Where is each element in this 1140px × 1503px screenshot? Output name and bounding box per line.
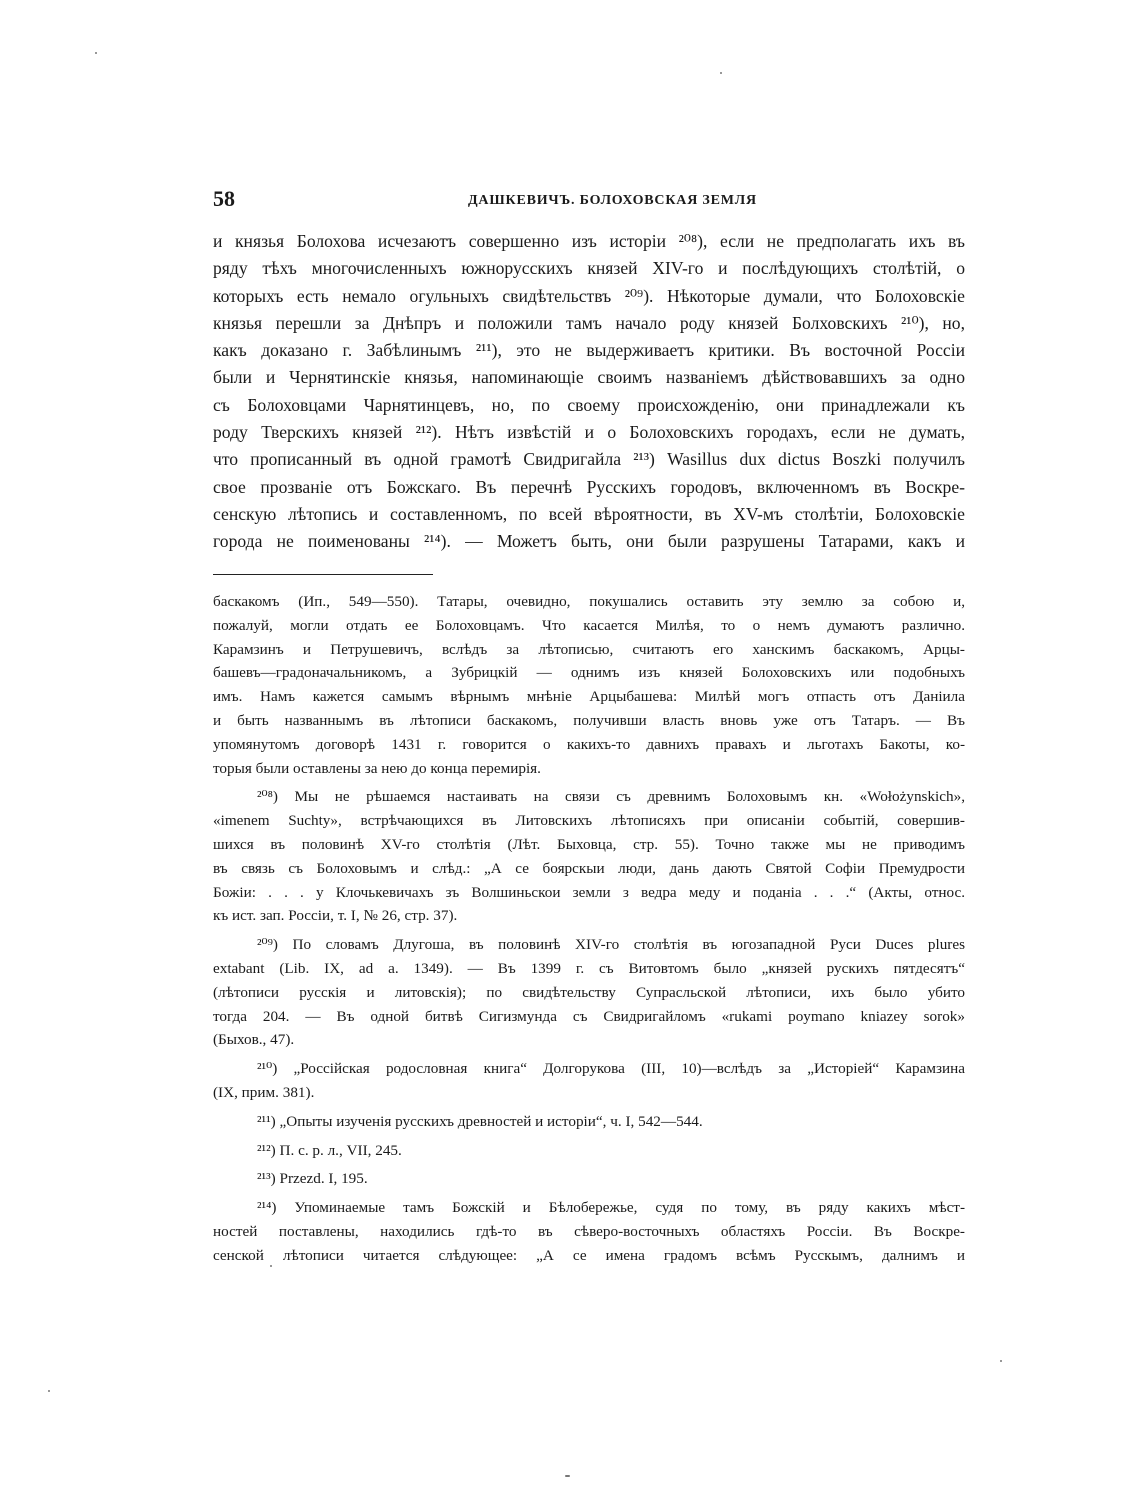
footnote-214	[213, 1196, 965, 1267]
footnote-line: баскакомъ (Ип., 549—550). Татары, очевидно, покушались оставить эту землю за собою и,	[213, 593, 965, 610]
scan-speck	[270, 1265, 272, 1267]
footnote-line: ²¹³) Przezd. I, 195.	[257, 1170, 368, 1188]
footnote-line: тогда 204. — Въ одной битвѣ Сигизмунда съ Свидригайломъ «rukami poymano kniazey sorok»	[213, 1007, 965, 1025]
footnote-line: Карамзинъ и Петрушевичъ, вслѣдъ за лѣтописью, считаютъ его ханскимъ баскакомъ, Арцы-	[213, 640, 965, 658]
footnote-line: ²¹¹) „Опыты изученія русскихъ древностей и исторіи“, ч. I, 542—544.	[257, 1112, 703, 1130]
footnote-line: имъ. Намъ кажется самымъ вѣрнымъ мнѣніе Арцыбашева: Милѣй могъ отпасть отъ Даніила	[213, 688, 965, 706]
footnote-continuation	[213, 590, 965, 780]
main-text-paragraph	[213, 228, 965, 556]
main-text-line: что прописанный въ одной грамотѣ Свидригайла ²¹³) Wasillus dux dictus Boszki получилъ	[213, 449, 965, 470]
footnote-line: башевъ—градоначальникомъ, а Зубрицкій — однимъ изъ князей Болоховскихъ или подобныхъ	[213, 664, 965, 682]
footnote-line: ²¹²) П. с. р. л., VII, 245.	[257, 1141, 402, 1159]
footnote-line: extabant (Lib. IX, ad a. 1349). — Въ 1399 г. съ Витовтомъ было „князей рускихъ пятдесятъ“	[213, 959, 965, 977]
main-text-line: какъ доказано г. Забѣлинымъ ²¹¹), это не выдерживаетъ критики. Въ восточной Россіи	[213, 340, 965, 361]
footnote-line: ²¹⁴) Упоминаемые тамъ Божскій и Бѣлобережье, судя по тому, въ ряду какихъ мѣст-	[257, 1199, 965, 1217]
footnote-line: «imenem Suchty», встрѣчающихся въ Литовскихъ лѣтописяхъ при описаніи событій, совершив-	[213, 812, 965, 830]
footnote-213	[213, 1167, 965, 1191]
main-text-line: князья перешли за Днѣпръ и положили тамъ начало роду князей Болховскихъ ²¹⁰), но,	[213, 312, 965, 333]
footnote-line: ²¹⁰) „Россійская родословная книга“ Долгорукова (III, 10)—вслѣдъ за „Исторіей“ Карамзина	[257, 1060, 965, 1078]
footnote-line: (Быхов., 47).	[213, 1031, 295, 1049]
footnote-separator-rule	[213, 574, 433, 575]
scan-speck	[565, 1475, 570, 1477]
footnote-209	[213, 933, 965, 1052]
footnote-212	[213, 1139, 965, 1163]
main-text-line: роду Тверскихъ князей ²¹²). Нѣтъ извѣстій и о Болоховскихъ городахъ, если не думать,	[213, 422, 965, 443]
main-text-line: сенскую лѣтопись и составленномъ, по всей вѣроятности, въ XV-мъ столѣтіи, Болоховскіе	[213, 503, 965, 524]
footnote-line: торыя были оставлены за нею до конца перемирія.	[213, 759, 541, 777]
footnote-line: (лѣтописи русскія и литовскія); по свидѣтельству Супрасльской лѣтописи, ихъ было убито	[213, 983, 965, 1001]
main-text-line: были и Чернятинскіе князья, напоминающіе своимъ названіемъ дѣйствовавшихъ за одно	[213, 367, 965, 388]
scan-speck	[48, 1390, 50, 1392]
footnote-line: пожалуй, могли отдать ее Болоховцамъ. Что касается Милѣя, то о немъ думаютъ различно.	[213, 616, 965, 634]
main-text-line: свое прозваніе отъ Божскаго. Въ перечнѣ Русскихъ городовъ, включенномъ въ Воскре-	[213, 476, 965, 497]
scan-speck	[95, 52, 97, 54]
footnote-line: сенской лѣтописи читается слѣдующее: „А се имена градомъ всѣмъ Русскымъ, далнимъ и	[213, 1246, 965, 1264]
running-head	[213, 186, 965, 216]
footnote-line: ²⁰⁹) По словамъ Длугоша, въ половинѣ XIV-го столѣтія въ югозападной Руси Duces plures	[257, 936, 965, 954]
footnote-line: упомянутомъ договорѣ 1431 г. говорится о какихъ-то давнихъ правахъ и льготахъ Бакоты, ко-	[213, 735, 965, 753]
main-text-line: которыхъ есть немало огульныхъ свидѣтельствъ ²⁰⁹). Нѣкоторые думали, что Болоховскіе	[213, 285, 965, 306]
main-text-line: съ Болоховцами Чарнятинцевъ, но, по своему происхожденію, они принадлежали къ	[213, 394, 965, 415]
main-text-line: города не поименованы ²¹⁴). — Можетъ быть, они были разрушены Татарами, какъ и	[213, 531, 965, 552]
footnote-line: въ связь съ Болоховымъ и слѣд.: „А се боярскыи люди, дань дають Святой Софіи Премудрости	[213, 859, 965, 877]
footnote-208	[213, 785, 965, 928]
scan-speck	[720, 72, 722, 74]
footnote-line: шихся въ половинѣ XV-го столѣтія (Лѣт. Быховца, стр. 55). Точно также мы не приводимъ	[213, 835, 965, 853]
scan-speck	[1000, 1360, 1002, 1362]
footnote-line: къ ист. зап. Россіи, т. I, № 26, стр. 37).	[213, 907, 458, 925]
footnote-211	[213, 1110, 965, 1134]
footnote-line: (IX, прим. 381).	[213, 1083, 315, 1101]
running-title: ДАШКЕВИЧЪ. БОЛОХОВСКАЯ ЗЕМЛЯ	[468, 193, 757, 208]
main-text-line: и князья Болохова исчезаютъ совершенно изъ исторіи ²⁰⁸), если не предполагать ихъ въ	[213, 231, 965, 251]
footnotes	[213, 590, 965, 1273]
footnote-line: ²⁰⁸) Мы не рѣшаемся настаивать на связи съ древнимъ Болоховымъ кн. «Wołożynskich»,	[257, 788, 965, 806]
footnote-210	[213, 1057, 965, 1105]
main-text-line: ряду тѣхъ многочисленныхъ южнорусскихъ князей XIV-го и послѣдующихъ столѣтій, о	[213, 258, 965, 279]
page-number: 58	[213, 186, 235, 211]
footnote-line: и быть названнымъ въ лѣтописи баскакомъ, получивши власть вновь уже отъ Татаръ. — Въ	[213, 711, 965, 729]
footnote-line: ностей поставлены, находились гдѣ-то въ сѣверо-восточныхъ областяхъ Россіи. Въ Воскре-	[213, 1222, 965, 1240]
footnote-line: Божіи: . . . у Клочькевичахъ зъ Волшиньскои земли з ведра меду и поданіа . . .“ (Акты, относ.	[213, 883, 965, 901]
